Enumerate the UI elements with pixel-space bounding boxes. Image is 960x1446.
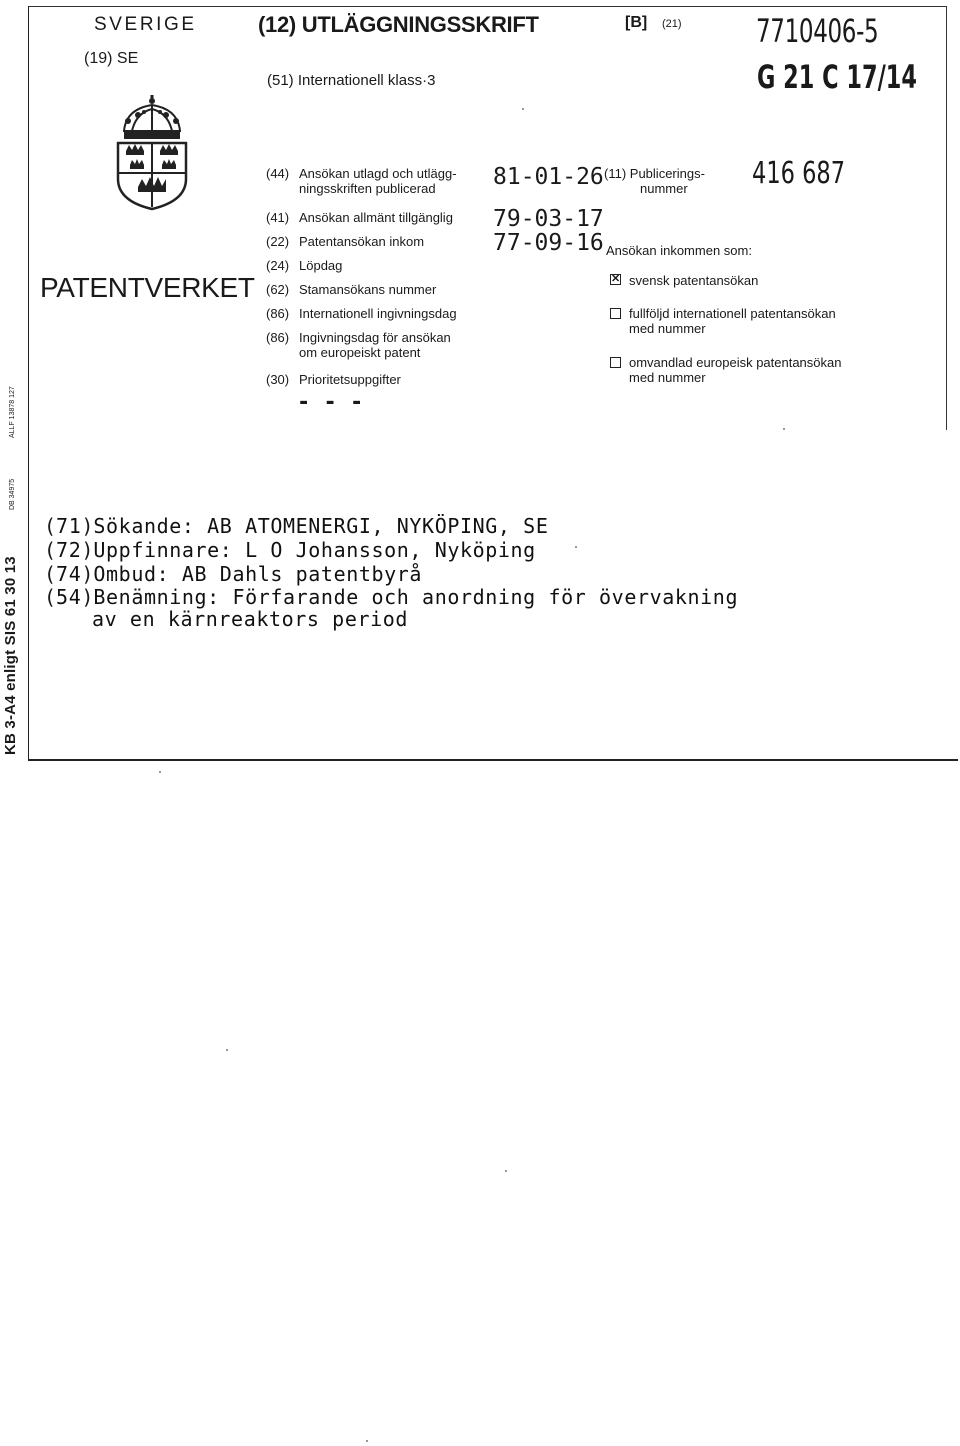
scan-speck <box>226 1049 228 1051</box>
origin-heading: Ansökan inkommen som: <box>606 243 752 258</box>
entry-text: Sökande: AB ATOMENERGI, NYKÖPING, SE <box>93 514 549 538</box>
checkbox-label: svensk patentansökan <box>629 273 759 288</box>
field-code: (41) <box>266 210 290 225</box>
international-class-label: (51) Internationell klass·3 <box>267 72 436 89</box>
publication-label-line1: Publicerings- <box>629 166 705 181</box>
scan-speck <box>159 771 161 773</box>
entry-text: Uppfinnare: L O Johansson, Nyköping <box>93 538 536 562</box>
frame-bottom-border <box>28 759 958 761</box>
country-name: SVERIGE <box>94 14 197 35</box>
entry-code: 74 <box>56 562 82 586</box>
date-public: 79-03-17 <box>493 206 604 232</box>
country-code: (19) SE <box>84 50 139 67</box>
frame-top-border <box>28 6 946 7</box>
field-code: (22) <box>266 234 290 249</box>
kind-code: [B] <box>625 14 648 31</box>
field-code: (30) <box>266 372 290 387</box>
field-62 <box>266 282 437 297</box>
field-label-line2: om europeiskt patent <box>299 345 421 360</box>
field-label: Internationell ingivningsdag <box>299 306 457 321</box>
bibliographic-entry-72: (72)Uppfinnare: L O Johansson, Nyköping <box>44 538 536 562</box>
ipc-classification: G 21 C 17/14 <box>757 58 917 96</box>
field-label: Ansökan utlagd och utlägg- <box>299 166 457 181</box>
field-code: (86) <box>266 306 290 321</box>
priority-dashes: - - - <box>297 390 364 415</box>
field-label: Stamansökans nummer <box>299 282 437 297</box>
empty-box-icon <box>610 357 621 368</box>
field-code: (86) <box>266 330 290 345</box>
field-label: Ingivningsdag för ansökan <box>299 330 451 345</box>
field-86-international <box>266 306 457 321</box>
scan-speck <box>575 546 577 548</box>
date-filed: 77-09-16 <box>493 230 604 256</box>
frame-left-border <box>28 6 29 759</box>
bibliographic-entry-74: (74)Ombud: AB Dahls patentbyrå <box>44 562 423 586</box>
publication-label <box>604 166 705 196</box>
field-label-line2: ningsskriften publicerad <box>299 181 436 196</box>
publication-number: 416 687 <box>752 156 846 191</box>
checkbox-label: omvandlad europeisk patentansökan <box>629 355 842 370</box>
frame-right-border <box>946 6 947 430</box>
document-type: (12) UTLÄGGNINGSSKRIFT <box>258 12 539 37</box>
patent-office-name: PATENTVERKET <box>40 272 255 303</box>
checkbox-label-line2: med nummer <box>629 370 706 385</box>
publication-label-line2: nummer <box>640 181 688 196</box>
entry-text: Ombud: AB Dahls patentbyrå <box>93 562 423 586</box>
checkbox-label-line2: med nummer <box>629 321 706 336</box>
field-code: (62) <box>266 282 290 297</box>
entry-text: Benämning: Förfarande och anordning för övervakning <box>93 585 739 609</box>
bibliographic-entry-54: (54)Benämning: Förfarande och anordning för övervakning <box>44 585 739 609</box>
bibliographic-entry-71: (71)Sökande: AB ATOMENERGI, NYKÖPING, SE <box>44 514 549 538</box>
bibliographic-entry-54-line2: av en kärnreaktors period <box>92 607 409 631</box>
field-label: Prioritetsuppgifter <box>299 372 401 387</box>
field-code: (44) <box>266 166 290 181</box>
application-code: (21) <box>662 18 682 30</box>
application-number: 7710406-5 <box>756 12 879 50</box>
field-30 <box>266 372 401 387</box>
scan-speck <box>505 1170 507 1172</box>
entry-code: 72 <box>56 538 82 562</box>
entry-code: 71 <box>56 514 82 538</box>
field-44 <box>266 166 457 196</box>
scan-speck <box>522 108 524 110</box>
publication-code: (11) <box>604 166 627 181</box>
checkbox-label: fullföljd internationell patentansökan <box>629 306 836 321</box>
field-label: Ansökan allmänt tillgänglig <box>299 210 453 225</box>
margin-code-2: ALLF 13878 127 <box>9 386 16 438</box>
entry-code: 54 <box>56 585 82 609</box>
margin-code-1: DB 34975 <box>9 478 16 510</box>
date-published: 81-01-26 <box>493 164 604 190</box>
margin-standard-text: KB 3-A4 enligt SIS 61 30 13 <box>2 556 19 755</box>
checked-box-icon: ✕ <box>611 273 621 285</box>
field-label: Patentansökan inkom <box>299 234 425 249</box>
field-41 <box>266 210 453 225</box>
field-24 <box>266 258 343 273</box>
scan-speck <box>783 428 785 430</box>
empty-box-icon <box>610 308 621 319</box>
field-code: (24) <box>266 258 290 273</box>
field-86-european <box>266 330 451 360</box>
field-label: Löpdag <box>299 258 343 273</box>
scan-speck <box>366 1440 368 1442</box>
coat-of-arms-icon <box>110 95 194 216</box>
field-22 <box>266 234 425 249</box>
